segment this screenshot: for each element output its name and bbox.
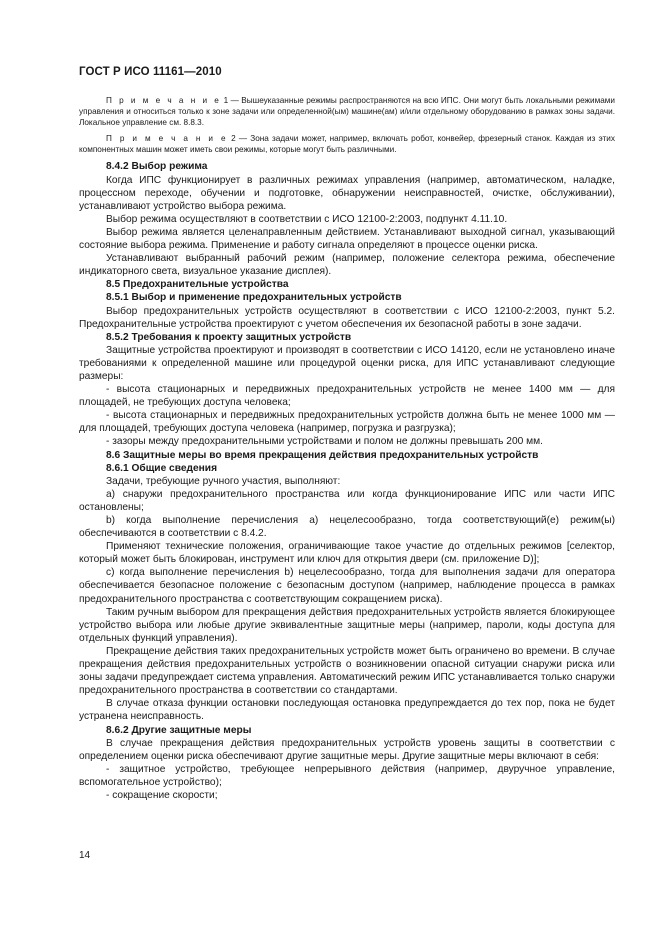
note-2: [79, 133, 615, 155]
list-item: - зазоры между предохранительными устройствами и полом не должны превышать 200 мм.: [106, 436, 543, 448]
list-item: а) снаружи предохранительного пространства или когда функционирование ИПС или части ИПС остановлены;: [79, 488, 615, 513]
paragraph: Выбор предохранительных устройств осуществляют в соответствии с ИСО 12100-2:2003, пункт 5.2. Предохранительные устройства проектируют с учетом обеспечения их безопасной работы в зоне задачи.: [79, 305, 615, 330]
list-item: - сокращение скорости;: [106, 789, 218, 801]
list-item: - высота стационарных и передвижных предохранительных устройств должна быть не менее 1000 мм — для площадей, требующих доступа человека (например, погрузка и разгрузка);: [79, 410, 615, 435]
section-heading: 8.5.1 Выбор и применение предохранительных устройств: [106, 292, 402, 304]
paragraph: Применяют технические положения, ограничивающие такое участие до отдельных режимов [селектор, который может быть блокирован, инструмент или ключ для открытия двери (см. приложение D)];: [79, 541, 615, 566]
paragraph: В случае отказа функции остановки последующая остановка предупреждается до тех пор, пока не будет устранена неисправность.: [79, 698, 615, 723]
paragraph: Защитные устройства проектируют и производят в соответствии с ИСО 14120, если не установлено иначе требованиями к определенной машине или процедурой оценки риска, для ИПС устанавливают следующие размеры:: [79, 344, 615, 382]
note-text: 1 — Вышеуказанные режимы распространяются на всю ИПС. Они могут быть локальными режимами управления и относиться только к зоне задачи или определенной(ым) машине(ам) и/или отдельному оборудованию в рамках зоны задачи. Локальное управление см. 8.8.3.: [79, 96, 615, 128]
section-heading: 8.6 Защитные меры во время прекращения действия предохранительных устройств: [106, 449, 539, 461]
paragraph: В случае прекращения действия предохранительных устройств уровень защиты в соответствии с определением оценки риска обеспечивают другие защитные меры. Другие защитные меры включают в себя:: [79, 737, 615, 762]
paragraph: Когда ИПС функционирует в различных режимах управления (например, автоматическом, наладке, процессном переходе, обучении и подготовке, обнаружении неисправностей, очистке, обслуживании), устанавливают устройство выбора режима.: [79, 174, 615, 212]
paragraph: Выбор режима осуществляют в соответствии с ИСО 12100-2:2003, подпункт 4.11.10.: [106, 213, 508, 225]
page-header-title: ГОСТ Р ИСО 11161—2010: [79, 66, 222, 78]
paragraph: Выбор режима является целенаправленным действием. Устанавливают выходной сигнал, указывающий состояние выбора режима. Применение и работу сигнала определяют в процессе оценки риска.: [79, 226, 615, 252]
list-item: c) когда выполнение перечисления b) нецелесообразно, тогда для выполнения задачи для оператора обеспечивается безопасное положение с безопасным доступом (например, наблюдение процесса в рамках предохранительного пространства с соответствующим сокращением риска).: [79, 567, 615, 605]
note-text: 2 — Зона задачи может, например, включать робот, конвейер, фрезерный станок. Каждая из этих компонентных машин может иметь свои режимы, которые могут быть различными.: [79, 134, 615, 155]
note-label: П р и м е ч а н и е: [106, 96, 222, 105]
section-heading: 8.5.2 Требования к проекту защитных устройств: [106, 331, 352, 343]
page-content: [79, 95, 615, 802]
paragraph: Таким ручным выбором для прекращения действия предохранительных устройств является блокирующее устройство выбора или любые другие эквивалентные защитные меры (например, пароли, коды доступа для отдельных функций управления).: [79, 606, 615, 644]
paragraph: Прекращение действия таких предохранительных устройств может быть ограничено во времени. В случае прекращения действия предохранительных устройств о возникновении опасной ситуации снаружи риска или зоны задачи предупреждает система управления. Автоматический режим ИПС устанавливается только снаружи предохранительного пространства в соответствии со стандартами.: [79, 645, 615, 697]
section-heading: 8.6.1 Общие сведения: [106, 462, 218, 474]
list-item: - высота стационарных и передвижных предохранительных устройств не менее 1400 мм — для площадей, не требующих доступа человека;: [79, 384, 615, 409]
section-heading: 8.5 Предохранительные устройства: [106, 279, 289, 291]
paragraph: Устанавливают выбранный рабочий режим (например, положение селектора режима, обеспечение индикаторного света, визуальное указание дисплея).: [79, 253, 615, 278]
section-heading: 8.6.2 Другие защитные меры: [106, 724, 252, 736]
section-heading: 8.4.2 Выбор режима: [106, 161, 208, 173]
note-1: [79, 95, 615, 128]
list-item: b) когда выполнение перечисления а) нецелесообразно, тогда соответствующий(е) режим(ы) обеспечиваются в соответствии с 8.4.2.: [79, 515, 615, 540]
note-label: П р и м е ч а н и е: [106, 134, 228, 144]
list-item: - защитное устройство, требующее непрерывного действия (например, двуручное управление, вспомогательное устройство);: [79, 763, 615, 788]
page-number: 14: [79, 850, 91, 861]
paragraph: Задачи, требующие ручного участия, выполняют:: [106, 475, 341, 487]
